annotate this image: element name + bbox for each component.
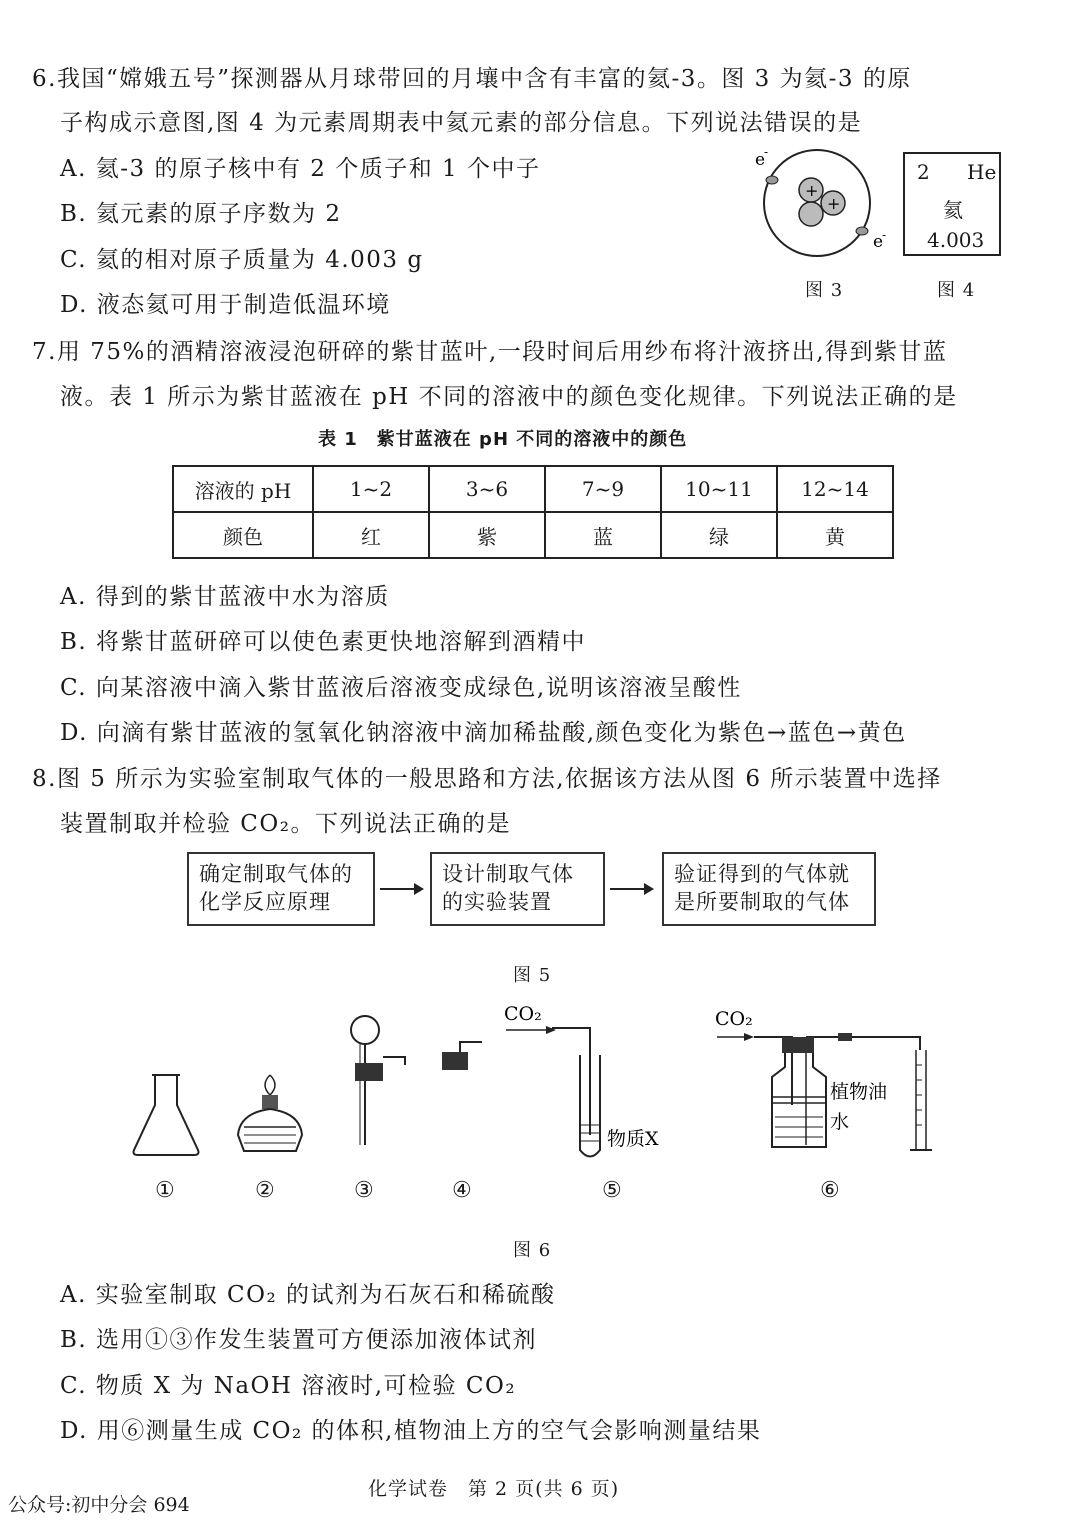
co2-label-6: CO₂ bbox=[715, 1008, 753, 1030]
apparatus-label-6: ⑥ bbox=[820, 1178, 840, 1203]
svg-text:+: + bbox=[805, 181, 819, 200]
table-cell: 溶液的 pH bbox=[173, 466, 313, 512]
table-cell: 绿 bbox=[661, 512, 777, 558]
flow-step-2: 设计制取气体的实验装置 bbox=[430, 852, 605, 926]
q7-option-d: D. 向滴有紫甘蓝液的氢氧化钠溶液中滴加稀盐酸,颜色变化为紫色→蓝色→黄色 bbox=[60, 720, 907, 746]
table-cell: 颜色 bbox=[173, 512, 313, 558]
q7-option-a: A. 得到的紫甘蓝液中水为溶质 bbox=[60, 584, 390, 610]
table-cell: 10~11 bbox=[661, 466, 777, 512]
flow-arrow-2 bbox=[610, 888, 652, 890]
fig6-caption: 图 6 bbox=[513, 1240, 552, 1261]
table-cell: 1~2 bbox=[313, 466, 429, 512]
apparatus-label-1: ① bbox=[155, 1178, 175, 1203]
table-cell: 红 bbox=[313, 512, 429, 558]
flow-step-1: 确定制取气体的化学反应原理 bbox=[187, 852, 375, 926]
apparatus-label-4: ④ bbox=[452, 1178, 472, 1203]
fig5-caption: 图 5 bbox=[513, 965, 552, 986]
fig4-caption: 图 4 bbox=[937, 280, 976, 301]
q6-option-c: C. 氦的相对原子质量为 4.003 g bbox=[60, 247, 424, 273]
oil-label: 植物油 bbox=[830, 1081, 888, 1103]
table-cell: 3~6 bbox=[429, 466, 545, 512]
separatory-funnel-icon bbox=[351, 1016, 405, 1145]
element-name: 氦 bbox=[943, 198, 963, 222]
atomic-mass: 4.003 bbox=[927, 228, 985, 252]
watermark-text: 公众号:初中分会 694 bbox=[8, 1494, 190, 1516]
gas-volume-measurement-icon bbox=[715, 1008, 932, 1150]
q8-option-a: A. 实验室制取 CO₂ 的试剂为石灰石和稀硫酸 bbox=[60, 1282, 556, 1308]
table-cell: 7~9 bbox=[545, 466, 661, 512]
apparatus-label-5: ⑤ bbox=[602, 1178, 622, 1203]
q7-stem-line1: 7.用 75%的酒精溶液浸泡研碎的紫甘蓝叶,一段时间后用纱布将汁液挤出,得到紫甘蓝 bbox=[32, 339, 948, 365]
electron-label-bottom: e bbox=[873, 232, 884, 252]
table-cell: 紫 bbox=[429, 512, 545, 558]
q6-option-a: A. 氦-3 的原子核中有 2 个质子和 1 个中子 bbox=[60, 156, 541, 182]
apparatus-label-3: ③ bbox=[354, 1178, 374, 1203]
q8-stem-line1: 8.图 5 所示为实验室制取气体的一般思路和方法,依据该方法从图 6 所示装置中选择 bbox=[32, 766, 942, 792]
element-symbol: He bbox=[967, 160, 997, 184]
table-cell: 黄 bbox=[777, 512, 893, 558]
atomic-number: 2 bbox=[917, 160, 930, 184]
q6-option-d: D. 液态氦可用于制造低温环境 bbox=[60, 292, 391, 318]
q6-stem-line2: 子构成示意图,图 4 为元素周期表中氦元素的部分信息。下列说法错误的是 bbox=[60, 110, 863, 136]
table-row bbox=[173, 512, 893, 558]
table-header-row bbox=[173, 466, 893, 512]
ph-color-table bbox=[172, 465, 894, 559]
q7-stem-line2: 液。表 1 所示为紫甘蓝液在 pH 不同的溶液中的颜色变化规律。下列说法正确的是 bbox=[60, 384, 958, 410]
conical-flask-icon bbox=[134, 1075, 199, 1155]
table-cell: 蓝 bbox=[545, 512, 661, 558]
q7-option-c: C. 向某溶液中滴入紫甘蓝液后溶液变成绿色,说明该溶液呈酸性 bbox=[60, 675, 742, 701]
lab-apparatus-figure bbox=[120, 995, 950, 1170]
q6-option-b: B. 氦元素的原子序数为 2 bbox=[60, 201, 342, 227]
q8-option-d: D. 用⑥测量生成 CO₂ 的体积,植物油上方的空气会影响测量结果 bbox=[60, 1418, 762, 1444]
page-footer: 化学试卷 第 2 页(共 6 页) bbox=[368, 1478, 620, 1500]
q8-option-b: B. 选用①③作发生装置可方便添加液体试剂 bbox=[60, 1327, 538, 1353]
table1-title: 表 1 紫甘蓝液在 pH 不同的溶液中的颜色 bbox=[318, 429, 688, 450]
stopper-tube-icon bbox=[442, 1042, 482, 1070]
fig3-caption: 图 3 bbox=[805, 280, 844, 301]
water-label: 水 bbox=[830, 1111, 850, 1133]
flow-arrow-1 bbox=[380, 888, 422, 890]
q7-option-b: B. 将紫甘蓝研碎可以使色素更快地溶解到酒精中 bbox=[60, 629, 587, 655]
substance-x-label: 物质X bbox=[607, 1128, 659, 1150]
co2-label-5: CO₂ bbox=[504, 1003, 542, 1025]
q8-stem-line2: 装置制取并检验 CO₂。下列说法正确的是 bbox=[60, 811, 511, 837]
electron-label-top: e bbox=[755, 150, 766, 170]
table-cell: 12~14 bbox=[777, 466, 893, 512]
svg-text:-: - bbox=[764, 145, 769, 159]
alcohol-lamp-icon bbox=[238, 1075, 302, 1151]
apparatus-label-2: ② bbox=[255, 1178, 275, 1203]
test-tube-icon bbox=[504, 1003, 659, 1157]
q6-stem-line1: 6.我国“嫦娥五号”探测器从月球带回的月壤中含有丰富的氦-3。图 3 为氦-3 的原 bbox=[32, 66, 912, 92]
q8-option-c: C. 物质 X 为 NaOH 溶液时,可检验 CO₂ bbox=[60, 1373, 517, 1399]
flow-step-3: 验证得到的气体就是所要制取的气体 bbox=[662, 852, 876, 926]
svg-text:+: + bbox=[827, 194, 841, 213]
helium-element-cell bbox=[903, 152, 1001, 256]
svg-text:-: - bbox=[882, 228, 887, 242]
